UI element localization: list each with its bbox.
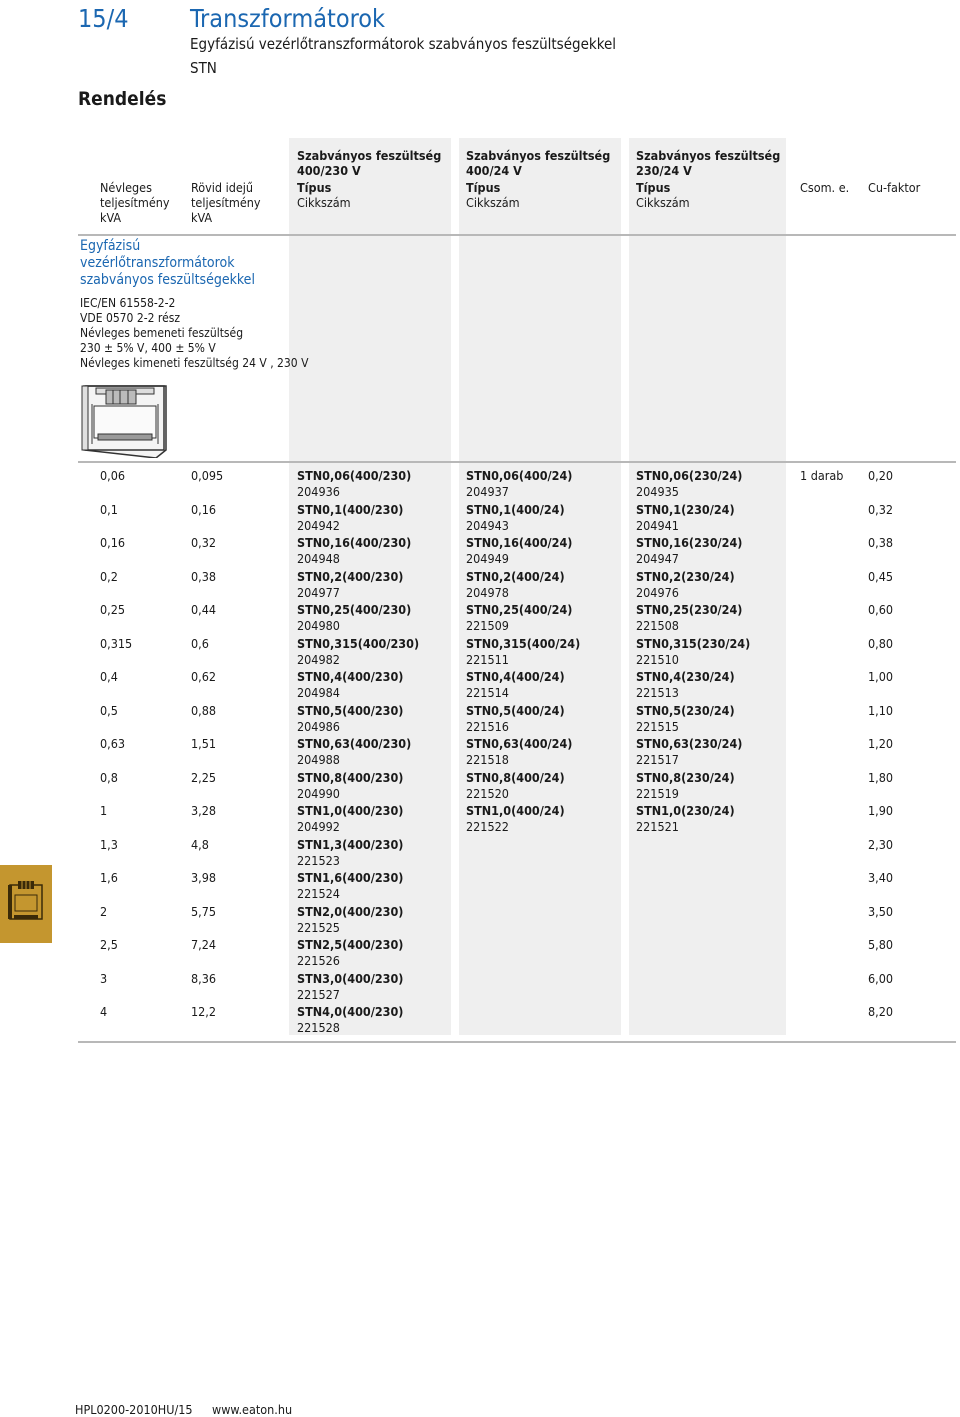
- footer-url[interactable]: www.eaton.hu: [212, 1402, 293, 1417]
- type-400-24-cell: [466, 636, 580, 668]
- type-400-230-cell: [297, 971, 403, 1003]
- type-400-230: STN0,1(400/230): [297, 502, 404, 517]
- cu-factor-value: 0,20: [868, 468, 894, 483]
- cu-factor-cell: [868, 569, 893, 585]
- article-230-24: 204947: [636, 551, 679, 566]
- section-label: Rendelés: [78, 88, 167, 110]
- type-400-230-cell: [297, 803, 403, 835]
- rated-power-cell: [100, 703, 118, 719]
- cu-factor-cell: [868, 803, 893, 819]
- rated-power-cell: [100, 468, 125, 484]
- type-400-230: STN4,0(400/230): [297, 1004, 404, 1019]
- page-subtitle: Egyfázisú vezérlőtranszformátorok szabványos feszültségekkel: [190, 35, 617, 53]
- type-400-24: STN0,25(400/24): [466, 602, 573, 617]
- type-400-230-cell: [297, 636, 419, 668]
- type-400-230-cell: [297, 468, 411, 500]
- short-power-cell: [191, 770, 216, 786]
- rated-power-value: 0,25: [100, 602, 126, 617]
- header-rated-power: Névleges teljesítmény kVA: [100, 180, 170, 225]
- rated-power-value: 0,16: [100, 535, 126, 550]
- article-400-230: 204980: [297, 618, 340, 633]
- article-400-230: 204942: [297, 518, 340, 533]
- type-400-230-cell: [297, 703, 403, 735]
- rated-power-cell: [100, 1004, 107, 1020]
- article-400-230: 221525: [297, 920, 340, 935]
- article-400-230: 221524: [297, 886, 340, 901]
- article-230-24: 204976: [636, 585, 679, 600]
- type-230-24: STN0,1(230/24): [636, 502, 735, 517]
- group-rule: [78, 461, 956, 463]
- short-power-cell: [191, 602, 216, 618]
- rated-power-cell: [100, 770, 118, 786]
- type-400-230: STN0,8(400/230): [297, 770, 404, 785]
- rated-power-value: 0,63: [100, 736, 126, 751]
- article-400-24: 204949: [466, 551, 509, 566]
- type-400-230-cell: [297, 535, 411, 567]
- article-400-230: 204984: [297, 685, 340, 700]
- short-power-cell: [191, 971, 216, 987]
- type-400-24-cell: [466, 770, 565, 802]
- cu-factor-value: 0,45: [868, 569, 894, 584]
- cu-factor-value: 5,80: [868, 937, 894, 952]
- article-230-24: 221508: [636, 618, 679, 633]
- cu-factor-cell: [868, 602, 893, 618]
- type-400-230-cell: [297, 502, 403, 534]
- type-400-24-cell: [466, 703, 565, 735]
- type-400-230: STN1,3(400/230): [297, 837, 404, 852]
- article-400-230: 204977: [297, 585, 340, 600]
- header-short-power: Rövid idejű teljesítmény kVA: [191, 180, 261, 225]
- short-power-value: 2,25: [191, 770, 217, 785]
- article-400-24: 221509: [466, 618, 509, 633]
- rated-power-cell: [100, 602, 125, 618]
- cu-factor-value: 0,60: [868, 602, 894, 617]
- cu-factor-cell: [868, 535, 893, 551]
- cu-factor-value: 2,30: [868, 837, 894, 852]
- article-400-24: 221520: [466, 786, 509, 801]
- header-230-24: Szabványos feszültség 230/24 V Típus Cikkszám: [636, 148, 781, 210]
- rated-power-cell: [100, 636, 132, 652]
- type-400-230: STN0,2(400/230): [297, 569, 404, 584]
- rated-power-cell: [100, 736, 125, 752]
- header-400-24: Szabványos feszültség 400/24 V Típus Cikkszám: [466, 148, 611, 210]
- cu-factor-value: 0,80: [868, 636, 894, 651]
- type-400-24: STN0,16(400/24): [466, 535, 573, 550]
- type-400-24: STN0,4(400/24): [466, 669, 565, 684]
- rated-power-value: 2,5: [100, 937, 118, 952]
- article-400-230: 204992: [297, 819, 340, 834]
- type-230-24: STN0,16(230/24): [636, 535, 743, 550]
- header-400-230: Szabványos feszültség 400/230 V Típus Cikkszám: [297, 148, 442, 210]
- short-power-value: 0,88: [191, 703, 217, 718]
- rated-power-value: 0,315: [100, 636, 133, 651]
- short-power-value: 1,51: [191, 736, 217, 751]
- type-400-230: STN0,4(400/230): [297, 669, 404, 684]
- article-400-230: 221523: [297, 853, 340, 868]
- type-230-24: STN0,4(230/24): [636, 669, 735, 684]
- short-power-cell: [191, 569, 216, 585]
- short-power-cell: [191, 1004, 216, 1020]
- type-400-230-cell: [297, 837, 403, 869]
- article-400-230: 221527: [297, 987, 340, 1002]
- cu-factor-cell: [868, 669, 893, 685]
- product-code: STN: [190, 59, 217, 77]
- side-tab: [0, 865, 52, 943]
- type-400-230: STN0,315(400/230): [297, 636, 420, 651]
- type-230-24-cell: [636, 602, 742, 634]
- short-power-value: 0,62: [191, 669, 217, 684]
- type-400-230: STN0,06(400/230): [297, 468, 412, 483]
- rated-power-cell: [100, 937, 118, 953]
- cu-factor-cell: [868, 770, 893, 786]
- article-230-24: 221515: [636, 719, 679, 734]
- type-230-24-cell: [636, 636, 750, 668]
- transformer-tab-icon: [0, 865, 52, 943]
- short-power-cell: [191, 870, 216, 886]
- rated-power-value: 1,3: [100, 837, 118, 852]
- article-400-24: 204978: [466, 585, 509, 600]
- type-230-24: STN1,0(230/24): [636, 803, 735, 818]
- rated-power-cell: [100, 569, 118, 585]
- cu-factor-value: 3,40: [868, 870, 894, 885]
- type-230-24-cell: [636, 803, 735, 835]
- short-power-value: 0,16: [191, 502, 217, 517]
- type-400-24-cell: [466, 669, 565, 701]
- type-400-24: STN0,1(400/24): [466, 502, 565, 517]
- type-400-24-cell: [466, 569, 565, 601]
- group-specs: IEC/EN 61558-2-2 VDE 0570 2-2 rész Névleges bemeneti feszültség 230 ± 5% V, 400 ± 5% V Névleges kimeneti feszültség 24 V , 230 V: [80, 296, 309, 370]
- pack-unit-cell: [800, 468, 843, 484]
- short-power-value: 12,2: [191, 1004, 217, 1019]
- type-400-24-cell: [466, 502, 565, 534]
- short-power-cell: [191, 803, 216, 819]
- short-power-cell: [191, 703, 216, 719]
- type-230-24-cell: [636, 770, 735, 802]
- rated-power-value: 1: [100, 803, 108, 818]
- cu-factor-cell: [868, 703, 893, 719]
- short-power-cell: [191, 904, 216, 920]
- group-title: Egyfázisú vezérlőtranszformátorok szabványos feszültségekkel: [80, 238, 255, 288]
- short-power-cell: [191, 468, 223, 484]
- short-power-value: 3,98: [191, 870, 217, 885]
- rated-power-value: 2: [100, 904, 108, 919]
- rated-power-cell: [100, 837, 118, 853]
- cu-factor-value: 8,20: [868, 1004, 894, 1019]
- cu-factor-value: 1,20: [868, 736, 894, 751]
- rated-power-cell: [100, 535, 125, 551]
- short-power-cell: [191, 535, 216, 551]
- type-400-230: STN2,0(400/230): [297, 904, 404, 919]
- article-400-24: 204943: [466, 518, 509, 533]
- rated-power-cell: [100, 904, 107, 920]
- type-230-24-cell: [636, 736, 742, 768]
- article-400-230: 204990: [297, 786, 340, 801]
- type-400-230-cell: [297, 770, 403, 802]
- type-230-24: STN0,25(230/24): [636, 602, 743, 617]
- article-230-24: 221519: [636, 786, 679, 801]
- cu-factor-value: 0,38: [868, 535, 894, 550]
- type-230-24: STN0,06(230/24): [636, 468, 743, 483]
- type-400-230: STN2,5(400/230): [297, 937, 404, 952]
- type-400-230-cell: [297, 569, 403, 601]
- type-400-230-cell: [297, 736, 411, 768]
- rated-power-value: 3: [100, 971, 108, 986]
- type-230-24: STN0,315(230/24): [636, 636, 751, 651]
- rated-power-value: 0,5: [100, 703, 118, 718]
- short-power-value: 4,8: [191, 837, 209, 852]
- short-power-cell: [191, 636, 209, 652]
- short-power-value: 0,095: [191, 468, 224, 483]
- short-power-value: 7,24: [191, 937, 217, 952]
- article-400-24: 221511: [466, 652, 509, 667]
- short-power-cell: [191, 837, 209, 853]
- article-230-24: 204935: [636, 484, 679, 499]
- article-230-24: 221517: [636, 752, 679, 767]
- type-400-24-cell: [466, 803, 565, 835]
- cu-factor-cell: [868, 502, 893, 518]
- rated-power-value: 0,06: [100, 468, 126, 483]
- cu-factor-cell: [868, 937, 893, 953]
- rated-power-value: 0,8: [100, 770, 118, 785]
- type-400-24: STN0,5(400/24): [466, 703, 565, 718]
- type-400-230-cell: [297, 870, 403, 902]
- type-400-24: STN0,2(400/24): [466, 569, 565, 584]
- article-400-230: 204986: [297, 719, 340, 734]
- short-power-cell: [191, 937, 216, 953]
- type-230-24: STN0,63(230/24): [636, 736, 743, 751]
- rated-power-cell: [100, 669, 118, 685]
- cu-factor-value: 1,00: [868, 669, 894, 684]
- table-end-rule: [78, 1041, 956, 1043]
- short-power-value: 0,32: [191, 535, 217, 550]
- cu-factor-cell: [868, 736, 893, 752]
- rated-power-value: 0,4: [100, 669, 118, 684]
- type-400-230-cell: [297, 937, 403, 969]
- pack-unit-value: 1 darab: [800, 468, 844, 483]
- cu-factor-cell: [868, 971, 893, 987]
- type-400-24: STN0,63(400/24): [466, 736, 573, 751]
- short-power-cell: [191, 502, 216, 518]
- type-230-24-cell: [636, 669, 735, 701]
- cu-factor-cell: [868, 904, 893, 920]
- header-pack-unit: Csom. e.: [800, 180, 850, 195]
- article-230-24: 221513: [636, 685, 679, 700]
- article-400-24: 221518: [466, 752, 509, 767]
- type-400-230: STN0,5(400/230): [297, 703, 404, 718]
- type-400-230: STN1,0(400/230): [297, 803, 404, 818]
- type-400-230-cell: [297, 602, 411, 634]
- short-power-value: 5,75: [191, 904, 217, 919]
- type-230-24-cell: [636, 502, 735, 534]
- cu-factor-cell: [868, 636, 893, 652]
- type-400-24-cell: [466, 602, 572, 634]
- header-cu-factor: Cu-faktor: [868, 180, 921, 195]
- type-400-24: STN0,8(400/24): [466, 770, 565, 785]
- type-230-24-cell: [636, 703, 735, 735]
- cu-factor-cell: [868, 870, 893, 886]
- page-number: 15/4: [78, 4, 129, 33]
- cu-factor-cell: [868, 468, 893, 484]
- page-title: Transzformátorok: [190, 4, 386, 33]
- cu-factor-value: 1,10: [868, 703, 894, 718]
- article-400-230: 204988: [297, 752, 340, 767]
- article-400-230: 221526: [297, 953, 340, 968]
- article-400-230: 204936: [297, 484, 340, 499]
- cu-factor-cell: [868, 1004, 893, 1020]
- type-400-24: STN0,315(400/24): [466, 636, 581, 651]
- article-400-24: 221514: [466, 685, 509, 700]
- transformer-drawing-icon: [80, 378, 170, 458]
- type-230-24-cell: [636, 569, 735, 601]
- short-power-value: 0,6: [191, 636, 209, 651]
- article-230-24: 221521: [636, 819, 679, 834]
- rated-power-value: 0,2: [100, 569, 118, 584]
- short-power-value: 3,28: [191, 803, 217, 818]
- type-400-24-cell: [466, 736, 572, 768]
- type-230-24: STN0,5(230/24): [636, 703, 735, 718]
- short-power-cell: [191, 736, 216, 752]
- type-400-230: STN0,63(400/230): [297, 736, 412, 751]
- type-400-230: STN3,0(400/230): [297, 971, 404, 986]
- rated-power-cell: [100, 870, 118, 886]
- type-400-230-cell: [297, 669, 403, 701]
- type-400-230: STN0,16(400/230): [297, 535, 412, 550]
- cu-factor-value: 0,32: [868, 502, 894, 517]
- type-400-230-cell: [297, 1004, 403, 1036]
- article-400-24: 221522: [466, 819, 509, 834]
- type-230-24: STN0,8(230/24): [636, 770, 735, 785]
- rated-power-cell: [100, 971, 107, 987]
- rated-power-value: 4: [100, 1004, 108, 1019]
- article-400-230: 204982: [297, 652, 340, 667]
- cu-factor-value: 1,80: [868, 770, 894, 785]
- short-power-value: 0,44: [191, 602, 217, 617]
- rated-power-value: 0,1: [100, 502, 118, 517]
- type-400-230-cell: [297, 904, 403, 936]
- type-230-24-cell: [636, 535, 742, 567]
- short-power-value: 0,38: [191, 569, 217, 584]
- article-400-24: 221516: [466, 719, 509, 734]
- type-400-24: STN0,06(400/24): [466, 468, 573, 483]
- article-400-230: 204948: [297, 551, 340, 566]
- type-400-24-cell: [466, 535, 572, 567]
- cu-factor-value: 1,90: [868, 803, 894, 818]
- type-230-24: STN0,2(230/24): [636, 569, 735, 584]
- header-rule: [78, 234, 956, 236]
- article-400-230: 221528: [297, 1020, 340, 1035]
- type-400-24-cell: [466, 468, 572, 500]
- article-230-24: 221510: [636, 652, 679, 667]
- footer-document-code: HPL0200-2010HU/15: [75, 1402, 193, 1417]
- cu-factor-value: 6,00: [868, 971, 894, 986]
- article-230-24: 204941: [636, 518, 679, 533]
- type-400-230: STN1,6(400/230): [297, 870, 404, 885]
- short-power-value: 8,36: [191, 971, 217, 986]
- short-power-cell: [191, 669, 216, 685]
- article-400-24: 204937: [466, 484, 509, 499]
- cu-factor-value: 3,50: [868, 904, 894, 919]
- type-400-24: STN1,0(400/24): [466, 803, 565, 818]
- type-230-24-cell: [636, 468, 742, 500]
- rated-power-cell: [100, 502, 118, 518]
- rated-power-value: 1,6: [100, 870, 118, 885]
- type-400-230: STN0,25(400/230): [297, 602, 412, 617]
- rated-power-cell: [100, 803, 107, 819]
- cu-factor-cell: [868, 837, 893, 853]
